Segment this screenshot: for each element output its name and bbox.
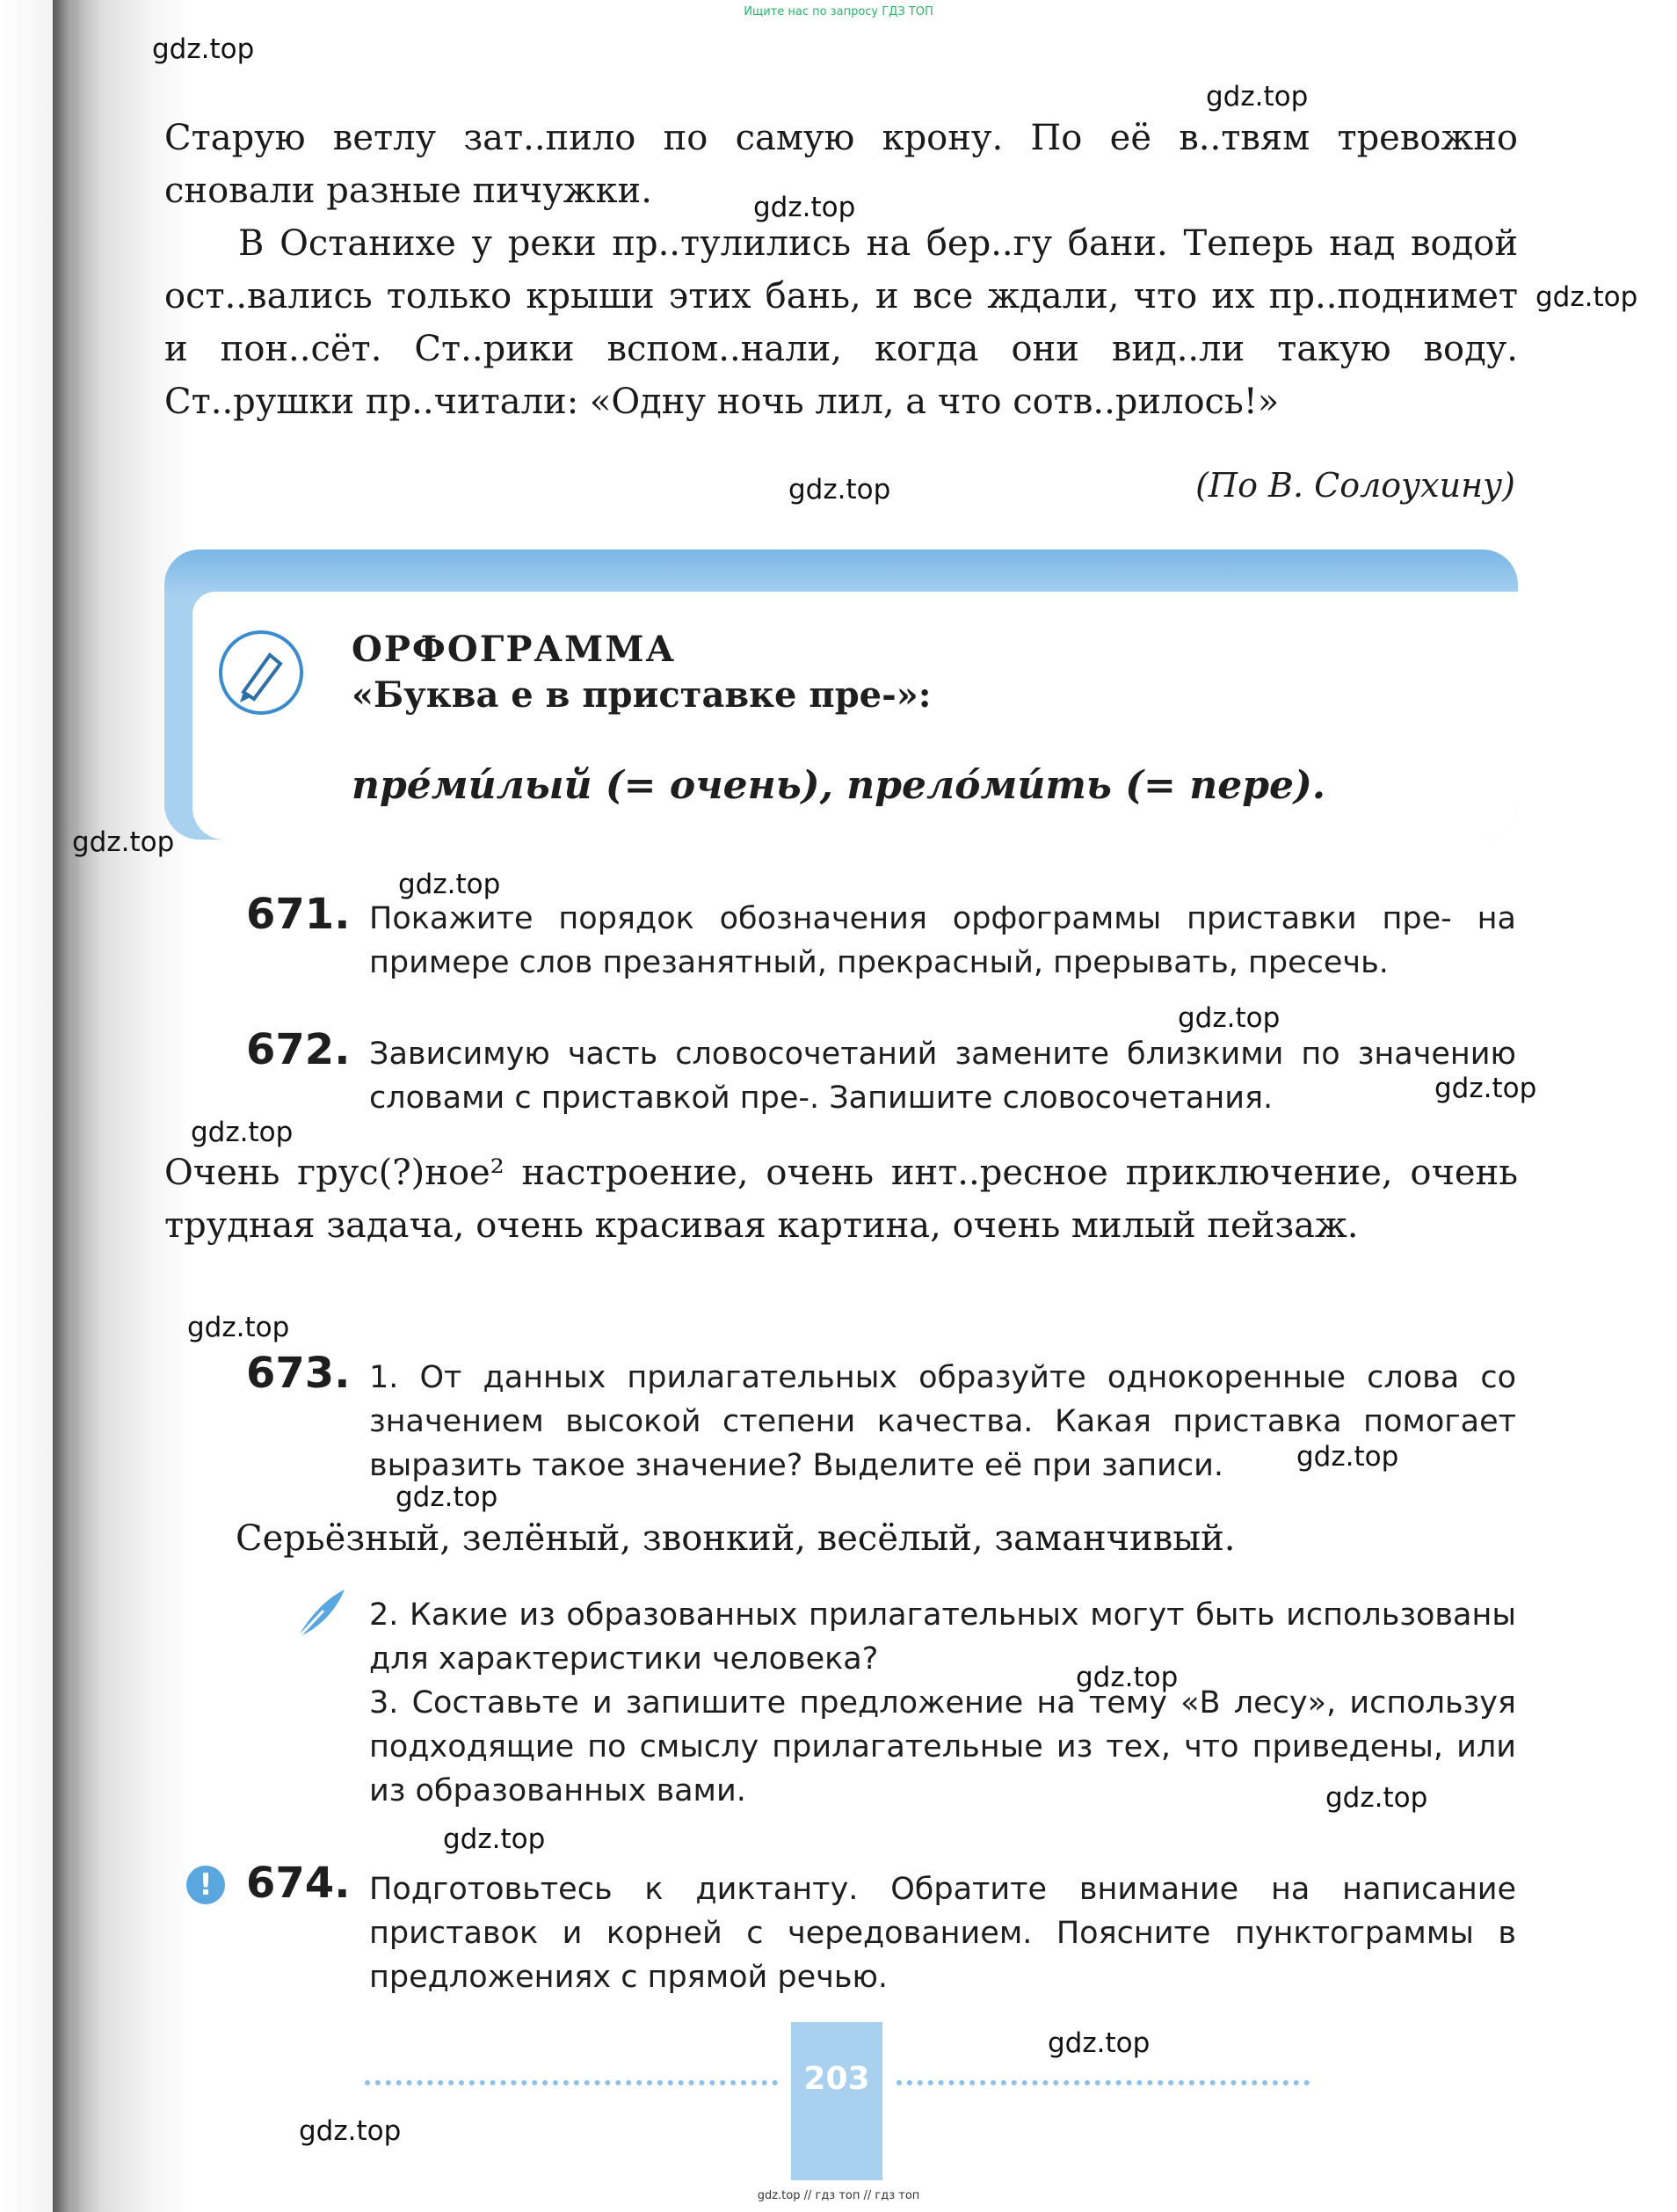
rule-example: пре́ми́лый (= очень), прело́ми́ть (= пере).	[352, 763, 1326, 808]
pen-icon	[217, 629, 305, 717]
watermark: gdz.top	[398, 869, 501, 900]
header-note: Ищите нас по запросу ГДЗ ТОП	[744, 5, 933, 18]
watermark: gdz.top	[1206, 81, 1309, 113]
watermark: gdz.top	[753, 192, 856, 223]
feather-icon	[288, 1584, 350, 1646]
watermark: gdz.top	[788, 474, 891, 506]
footer-note: gdz.top // гдз топ // гдз топ	[757, 2189, 920, 2202]
exercise-number: 673.	[246, 1349, 351, 1398]
author-attribution: (По В. Солоухину)	[1195, 466, 1515, 505]
exercise-text: Покажите порядок обозначения орфограммы приставки пре- на примере слов презанятный, прекрасный, прерывать, пресечь.	[369, 901, 1516, 980]
watermark: gdz.top	[1296, 1441, 1399, 1473]
exercise-words: Серьёзный, зелёный, звонкий, весёлый, заманчивый.	[236, 1518, 1236, 1559]
exercise-task-2: 2. Какие из образованных прилагательных могут быть использованы для характеристики человека?	[369, 1597, 1516, 1677]
watermark: gdz.top	[1434, 1073, 1537, 1104]
text-paragraph-2: В Останихе у реки пр..тулились на бер..гу бани. Теперь над водой ост..вались только крыши этих бань, и все ждали, что их пр..поднимет и пон..сёт. Ст..рики вспом..нали, когда они вид..ли такую воду. Ст..рушки пр..читали: «Одну ночь лил, а что сотв..рилось!»	[164, 223, 1518, 422]
exercise-number: 672.	[246, 1025, 351, 1074]
watermark: gdz.top	[187, 1312, 290, 1343]
watermark: gdz.top	[299, 2115, 402, 2147]
exercise-words: Очень грус(?)ное² настроение, очень инт..ресное приключение, очень трудная задача, очень красивая картина, очень милый пейзаж.	[164, 1153, 1518, 1246]
exercise-number: 674.	[246, 1859, 351, 1908]
watermark: gdz.top	[191, 1117, 294, 1148]
watermark: gdz.top	[1325, 1782, 1428, 1814]
text-paragraph-1: Старую ветлу зат..пило по самую крону. По её в..твям тревожно сновали разные пичужки.	[164, 118, 1518, 211]
watermark: gdz.top	[1076, 1662, 1179, 1693]
page-number-tab	[791, 2022, 882, 2180]
rule-subtitle: «Буква е в приставке пре-»:	[352, 674, 932, 716]
rule-title: ОРФОГРАММА	[352, 629, 677, 670]
watermark: gdz.top	[1535, 281, 1638, 313]
page-number: 203	[803, 2061, 870, 2097]
watermark: gdz.top	[72, 826, 175, 858]
watermark: gdz.top	[1178, 1002, 1281, 1034]
watermark: gdz.top	[396, 1481, 498, 1513]
exercise-text: Подготовьтесь к диктанту. Обратите внимание на написание приставок и корней с чередованием. Поясните пунктограммы в предложениях с прямой речью.	[369, 1872, 1516, 1995]
footer-dotted-line	[365, 2080, 778, 2085]
footer-dotted-line	[897, 2080, 1310, 2085]
watermark: gdz.top	[1048, 2027, 1151, 2059]
important-icon: !	[186, 1866, 225, 1904]
exercise-text: Зависимую часть словосочетаний замените близкими по значению словами с приставкой пре-. Запишите словосочетания.	[369, 1037, 1516, 1116]
watermark: gdz.top	[152, 33, 255, 65]
exercise-task-1: 1. От данных прилагательных образуйте однокоренные слова со значением высокой степени качества. Какая приставка помогает выразить такое значение? Выделите её при записи.	[369, 1360, 1516, 1483]
watermark: gdz.top	[443, 1823, 546, 1855]
exercise-task-3: 3. Составьте и запишите предложение на тему «В лесу», используя подходящие по смыслу прилагательные из тех, что приведены, или из образованных вами.	[369, 1685, 1516, 1808]
exercise-number: 671.	[246, 890, 351, 939]
